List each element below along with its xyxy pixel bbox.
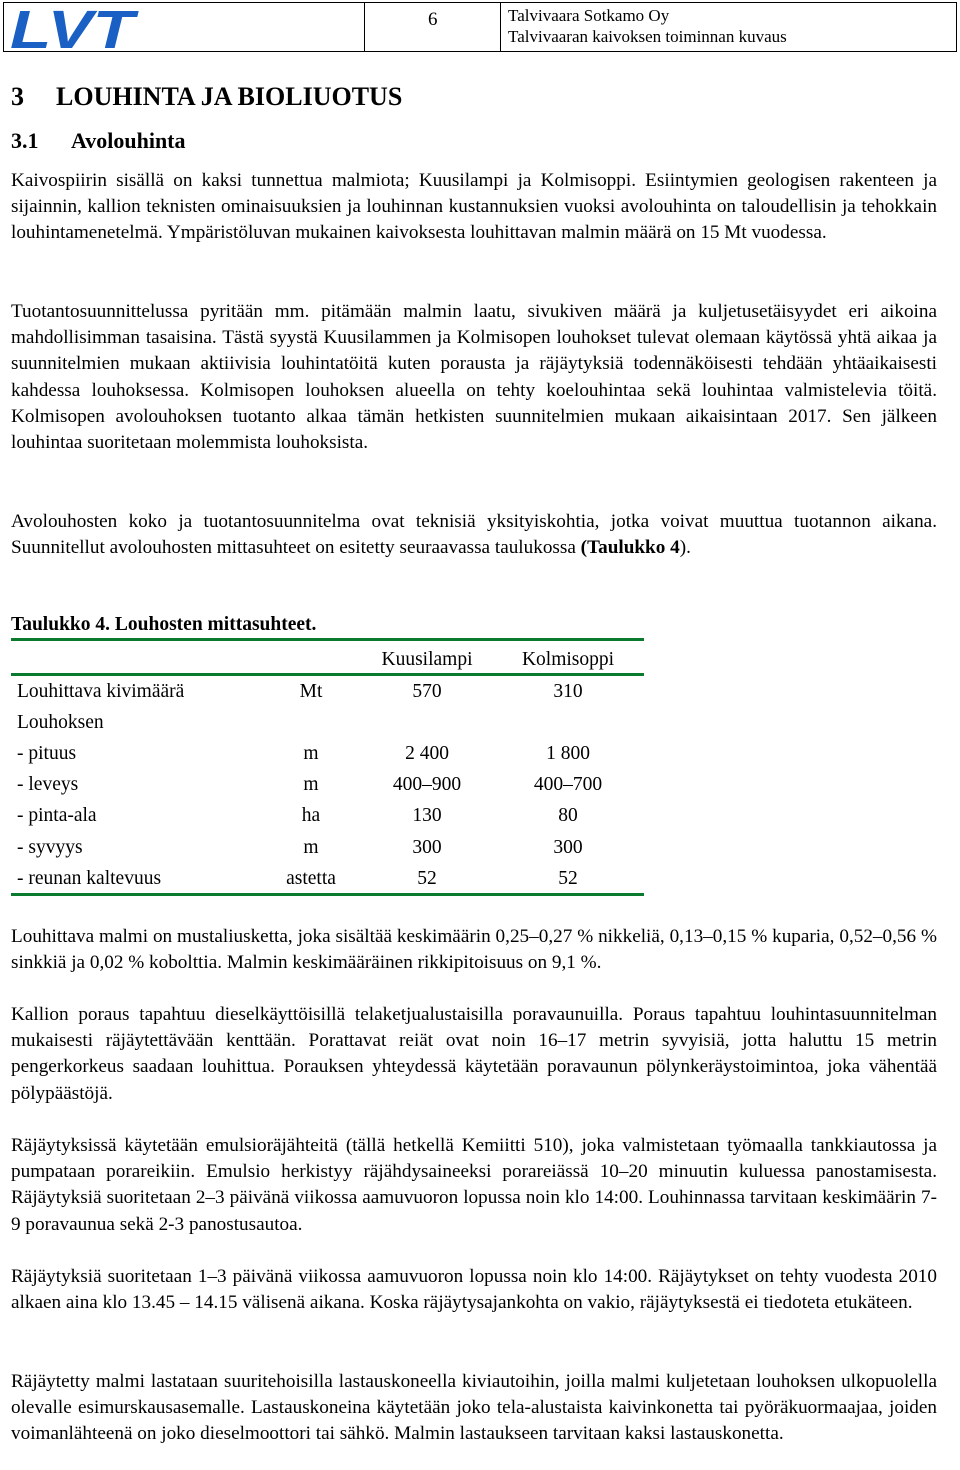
subsection-number: 3.1: [11, 128, 39, 153]
row-label: - syvyys: [17, 837, 83, 858]
table-row: [11, 743, 644, 773]
table-header-rule: [11, 673, 644, 676]
row-label: Louhoksen: [17, 712, 104, 733]
row-kuusilampi-value: 570: [412, 681, 442, 702]
row-kuusilampi-value: 52: [417, 868, 437, 889]
row-kolmisoppi-value: 400–700: [533, 774, 603, 795]
paragraph-3-close: ).: [679, 537, 691, 559]
table-row: [11, 681, 644, 711]
row-label: - pinta-ala: [17, 805, 97, 826]
row-unit: Mt: [299, 681, 323, 702]
table-caption: Taulukko 4. Louhosten mittasuhteet.: [11, 614, 317, 635]
subsection-title: Avolouhinta: [71, 128, 186, 153]
row-label: Louhittava kivimäärä: [17, 681, 185, 702]
paragraph-2: Tuotantosuunnittelussa pyritään mm. pitämään malmin laatu, sivukiven määrä ja kuljetusetäisyydet eri aikoina mahdollisimman tasaisina. Tästä syystä Kuusilammen ja Kolmisopen louhokset tulevat olemaan käytössä yhtä aikaa ja suunnitelmien mukaan aktiivisia louhintatöitä kuten porausta ja räjäytyksiä todennäköisesti tehdään yhtäaikaisesti kahdessa louhoksessa. Kolmisopen louhoksen alueella on tehty koelouhintaa sekä louhintaa valmistelevia töitä. Kolmisopen avolouhoksen tuotanto alkaa tämän hetkisten suunnitelmien mukaan aikaisintaan 2017. Sen jälkeen louhintaa suoritetaan molemmista louhoksista.: [11, 301, 937, 454]
row-kolmisoppi-value: 80: [558, 805, 578, 826]
row-kuusilampi-value: 2 400: [405, 743, 449, 764]
row-unit: ha: [301, 805, 321, 826]
document-title: Talvivaaran kaivoksen toiminnan kuvaus: [508, 27, 787, 46]
table-reference: Taulukko 4: [587, 537, 680, 559]
row-unit: m: [303, 837, 319, 858]
table-row: [11, 774, 644, 804]
paragraph-3-open: (: [580, 537, 588, 559]
paragraph-6: Räjäytyksissä käytetään emulsioräjähteitä (tällä hetkellä Kemiitti 510), joka valmistetaan työmaalla tankkiautossa ja pumpataan porareikiin. Emulsio herkistyy räjähdysaineeksi porareiässä 10–20 minuutin kuluessa panostamisesta. Räjäytyksiä suoritetaan 2–3 päivänä viikossa aamuvuoron lopussa noin klo 14:00. Louhinnassa tarvitaan keskimäärin 7-9 poravaunua sekä 2-3 panostusautoa.: [11, 1135, 937, 1235]
logo-cell: [4, 3, 365, 51]
row-unit: m: [303, 774, 319, 795]
row-label: - pituus: [17, 743, 77, 764]
paragraph-7: Räjäytyksiä suoritetaan 1–3 päivänä viikossa aamuvuoron lopussa noin klo 14:00. Räjäytykset on tehty vuodesta 2010 alkaen aina klo 13.45 – 14.15 välisenä aikana. Koska räjäytysajankohta on vakio, räjäytyksestä ei tiedoteta etukäteen.: [11, 1266, 937, 1314]
row-kuusilampi-value: 130: [412, 805, 442, 826]
row-kuusilampi-value: 300: [412, 837, 442, 858]
table-row: [11, 805, 644, 835]
row-kolmisoppi-value: 300: [553, 837, 583, 858]
paragraph-1: Kaivospiirin sisällä on kaksi tunnettua malmiota; Kuusilampi ja Kolmisoppi. Esiintymien geologisen rakenteen ja sijainnin, kallion teknisten ominaisuuksien ja louhinnan kustannuksien vuoksi avolouhinta on taloudellisin ja tehokkain louhintamenetelmä. Ympäristöluvan mukainen kaivoksesta louhittavan malmin määrä on 15 Mt vuodessa.: [11, 170, 937, 244]
lvt-logo: [10, 5, 140, 51]
subsection-heading: [11, 128, 186, 154]
section-number: 3: [11, 82, 24, 111]
table-bottom-rule: [11, 893, 644, 896]
row-label: - reunan kaltevuus: [17, 868, 162, 889]
table-row: [11, 712, 644, 742]
table-top-rule: [11, 638, 644, 641]
page-number: 6: [428, 9, 438, 30]
row-kuusilampi-value: 400–900: [392, 774, 462, 795]
paragraph-3: [11, 509, 937, 561]
row-unit: m: [303, 743, 319, 764]
section-heading: [11, 82, 402, 112]
column-header-kuusilampi: Kuusilampi: [381, 649, 473, 670]
paragraph-4: Louhittava malmi on mustaliusketta, joka sisältää keskimäärin 0,25–0,27 % nikkeliä, 0,13–0,15 % kuparia, 0,52–0,56 % sinkkiä ja 0,02 % kobolttia. Malmin keskimääräinen rikkipitoisuus on 9,1 %.: [11, 926, 937, 974]
page-header: [3, 2, 957, 52]
column-header-kolmisoppi: Kolmisoppi: [521, 649, 615, 670]
paragraph-3-text: Avolouhosten koko ja tuotantosuunnitelma ovat teknisiä yksityiskohtia, jotka voivat muuttua tuotannon aikana. Suunnitellut avolouhosten mittasuhteet on esitetty seuraavassa taulukossa: [11, 511, 937, 559]
paragraph-8: Räjäytetty malmi lastataan suuritehoisilla lastauskoneella kiviautoihin, joilla malmi kuljetetaan louhoksen ulkopuolella olevalle esimurskausasemalle. Lastauskoneina käytetään joko tela-alustaista kaivinkonetta tai pyöräkuormaajaa, joiden voimanlähteenä on joko dieselmoottori tai sähkö. Malmin lastaukseen tarvitaan kaksi lastauskonetta.: [11, 1371, 937, 1445]
document-company: Talvivaara Sotkamo Oy: [508, 6, 670, 25]
document-title-cell: [500, 3, 956, 51]
row-kolmisoppi-value: 1 800: [546, 743, 590, 764]
section-title: LOUHINTA JA BIOLIUOTUS: [56, 82, 403, 111]
logo-text: LVT: [10, 5, 140, 51]
table-row: [11, 837, 644, 867]
page-number-cell: [364, 3, 501, 51]
row-label: - leveys: [17, 774, 79, 795]
row-unit: astetta: [286, 868, 336, 889]
row-kolmisoppi-value: 52: [558, 868, 578, 889]
paragraph-5: Kallion poraus tapahtuu dieselkäyttöisillä telaketjualustaisilla poravaunuilla. Poraus tapahtuu louhintasuunnitelman mukaisesti räjäytettävään kenttään. Porattavat reiät ovat noin 16–17 metrin syvyisiä, jotta haluttu 15 metrin pengerkorkeus saadaan louhittua. Porauksen yhteydessä käytetään poravaunun pölynkeräystoimintoa, joka vähentää pölypäästöjä.: [11, 1004, 937, 1104]
row-kolmisoppi-value: 310: [553, 681, 583, 702]
